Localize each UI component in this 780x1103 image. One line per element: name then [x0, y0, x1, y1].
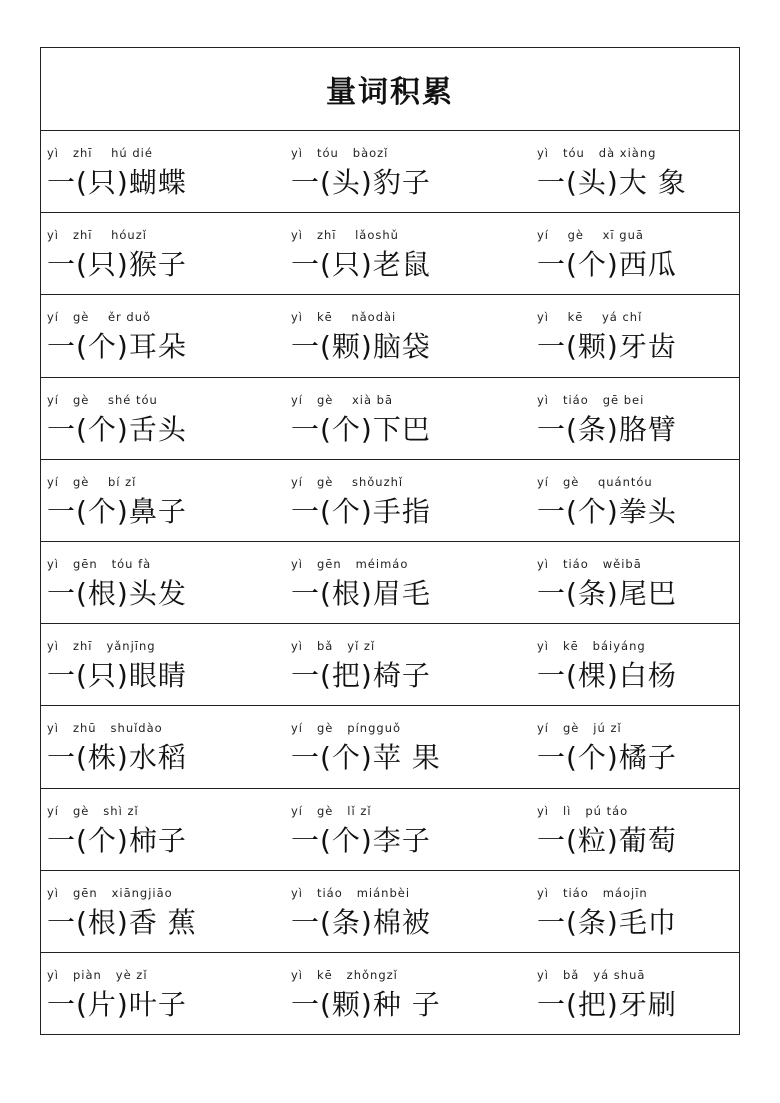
hanzi-phrase: 一(把)牙刷 — [537, 987, 677, 1021]
hanzi-phrase: 一(棵)白杨 — [537, 659, 677, 693]
hanzi-phrase: 一(个)鼻子 — [47, 494, 187, 528]
phrase-cell — [537, 624, 770, 705]
hanzi-phrase: 一(个)柿子 — [47, 823, 187, 857]
phrase-cell — [291, 706, 524, 787]
phrase-cell — [537, 131, 770, 212]
phrase-cell — [537, 706, 770, 787]
hanzi-phrase: 一(个)舌头 — [47, 412, 187, 446]
phrase-grid — [41, 131, 739, 1035]
phrase-cell — [291, 460, 524, 541]
pinyin-text: yì zhī lǎoshǔ — [291, 228, 399, 243]
phrase-row — [41, 460, 739, 542]
pinyin-text: yí gè xī guā — [537, 228, 644, 243]
hanzi-phrase: 一(粒)葡萄 — [537, 823, 677, 857]
hanzi-phrase: 一(根)眉毛 — [291, 576, 431, 610]
pinyin-text: yí gè quántóu — [537, 474, 653, 489]
hanzi-phrase: 一(条)棉被 — [291, 905, 431, 939]
phrase-cell — [291, 213, 524, 294]
phrase-cell — [537, 460, 770, 541]
pinyin-text: yì tiáo gē bei — [537, 392, 645, 407]
phrase-cell — [537, 953, 770, 1035]
phrase-row — [41, 542, 739, 624]
phrase-row — [41, 871, 739, 953]
pinyin-text: yì zhī hóuzǐ — [47, 228, 147, 243]
pinyin-text: yì bǎ yǐ zǐ — [291, 639, 376, 654]
pinyin-text: yì lì pú táo — [537, 803, 629, 818]
pinyin-text: yì piàn yè zǐ — [47, 967, 148, 982]
pinyin-text: yí gè píngguǒ — [291, 721, 402, 736]
hanzi-phrase: 一(根)头发 — [47, 576, 187, 610]
phrase-cell — [47, 789, 280, 870]
pinyin-text: yì gēn méimáo — [291, 556, 409, 571]
hanzi-phrase: 一(只)猴子 — [47, 248, 187, 282]
phrase-row — [41, 295, 739, 377]
worksheet — [40, 47, 740, 1035]
phrase-cell — [291, 378, 524, 459]
pinyin-text: yí gè xià bā — [291, 392, 394, 407]
pinyin-text: yì zhī hú dié — [47, 146, 153, 160]
phrase-cell — [47, 460, 280, 541]
phrase-cell — [537, 378, 770, 459]
phrase-cell — [47, 624, 280, 705]
phrase-cell — [291, 624, 524, 705]
pinyin-text: yì kē báiyáng — [537, 639, 646, 654]
pinyin-text: yì tóu dà xiàng — [537, 146, 657, 160]
phrase-cell — [291, 953, 524, 1035]
phrase-cell — [47, 871, 280, 952]
pinyin-text: yì kē zhǒngzǐ — [291, 967, 398, 982]
pinyin-text: yí gè shǒuzhǐ — [291, 474, 404, 489]
hanzi-phrase: 一(株)水稻 — [47, 741, 187, 775]
hanzi-phrase: 一(个)耳朵 — [47, 330, 187, 364]
hanzi-phrase: 一(条)尾巴 — [537, 576, 677, 610]
phrase-cell — [47, 378, 280, 459]
pinyin-text: yì gēn tóu fà — [47, 556, 152, 571]
hanzi-phrase: 一(片)叶子 — [47, 987, 187, 1021]
phrase-row — [41, 213, 739, 295]
pinyin-text: yì tiáo wěibā — [537, 556, 642, 571]
hanzi-phrase: 一(条)毛巾 — [537, 905, 677, 939]
phrase-cell — [537, 295, 770, 376]
pinyin-text: yì kē nǎodài — [291, 310, 397, 325]
hanzi-phrase: 一(头)豹子 — [291, 166, 431, 199]
hanzi-phrase: 一(把)椅子 — [291, 659, 431, 693]
phrase-cell — [291, 131, 524, 212]
pinyin-text: yí gè bí zǐ — [47, 474, 137, 489]
phrase-cell — [537, 542, 770, 623]
phrase-cell — [47, 131, 280, 212]
phrase-row — [41, 953, 739, 1035]
hanzi-phrase: 一(颗)牙齿 — [537, 330, 677, 364]
hanzi-phrase: 一(条)胳臂 — [537, 412, 677, 446]
hanzi-phrase: 一(颗)种 子 — [291, 987, 441, 1021]
pinyin-text: yí gè lǐ zǐ — [291, 803, 372, 818]
hanzi-phrase: 一(个)下巴 — [291, 412, 431, 446]
phrase-row — [41, 706, 739, 788]
hanzi-phrase: 一(根)香 蕉 — [47, 905, 197, 939]
page-title: 量词积累 — [41, 48, 739, 131]
pinyin-text: yì gēn xiāngjiāo — [47, 885, 173, 900]
phrase-cell — [47, 213, 280, 294]
pinyin-text: yí gè shì zǐ — [47, 803, 139, 818]
pinyin-text: yí gè jú zǐ — [537, 721, 622, 736]
hanzi-phrase: 一(只)眼睛 — [47, 659, 187, 693]
hanzi-phrase: 一(个)苹 果 — [291, 741, 441, 775]
pinyin-text: yì tiáo miánbèi — [291, 885, 411, 900]
pinyin-text: yí gè shé tóu — [47, 392, 158, 407]
hanzi-phrase: 一(个)李子 — [291, 823, 431, 857]
phrase-row — [41, 378, 739, 460]
pinyin-text: yì zhī yǎnjīng — [47, 639, 156, 654]
hanzi-phrase: 一(个)西瓜 — [537, 248, 677, 282]
pinyin-text: yì tiáo máojīn — [537, 885, 648, 900]
phrase-cell — [537, 871, 770, 952]
pinyin-text: yì kē yá chǐ — [537, 310, 643, 325]
hanzi-phrase: 一(个)橘子 — [537, 741, 677, 775]
pinyin-text: yì tóu bàozǐ — [291, 146, 389, 160]
phrase-cell — [47, 706, 280, 787]
hanzi-phrase: 一(个)手指 — [291, 494, 431, 528]
phrase-cell — [291, 542, 524, 623]
phrase-cell — [537, 789, 770, 870]
pinyin-text: yì zhū shuǐdào — [47, 721, 163, 736]
phrase-cell — [291, 871, 524, 952]
phrase-cell — [47, 542, 280, 623]
phrase-cell — [47, 953, 280, 1035]
hanzi-phrase: 一(个)拳头 — [537, 494, 677, 528]
phrase-row — [41, 131, 739, 213]
phrase-row — [41, 789, 739, 871]
hanzi-phrase: 一(只)蝴蝶 — [47, 166, 187, 199]
phrase-cell — [291, 789, 524, 870]
hanzi-phrase: 一(只)老鼠 — [291, 248, 431, 282]
pinyin-text: yí gè ěr duǒ — [47, 310, 152, 325]
phrase-cell — [291, 295, 524, 376]
phrase-cell — [537, 213, 770, 294]
phrase-row — [41, 624, 739, 706]
phrase-cell — [47, 295, 280, 376]
pinyin-text: yì bǎ yá shuā — [537, 967, 646, 982]
hanzi-phrase: 一(颗)脑袋 — [291, 330, 431, 364]
hanzi-phrase: 一(头)大 象 — [537, 166, 687, 199]
